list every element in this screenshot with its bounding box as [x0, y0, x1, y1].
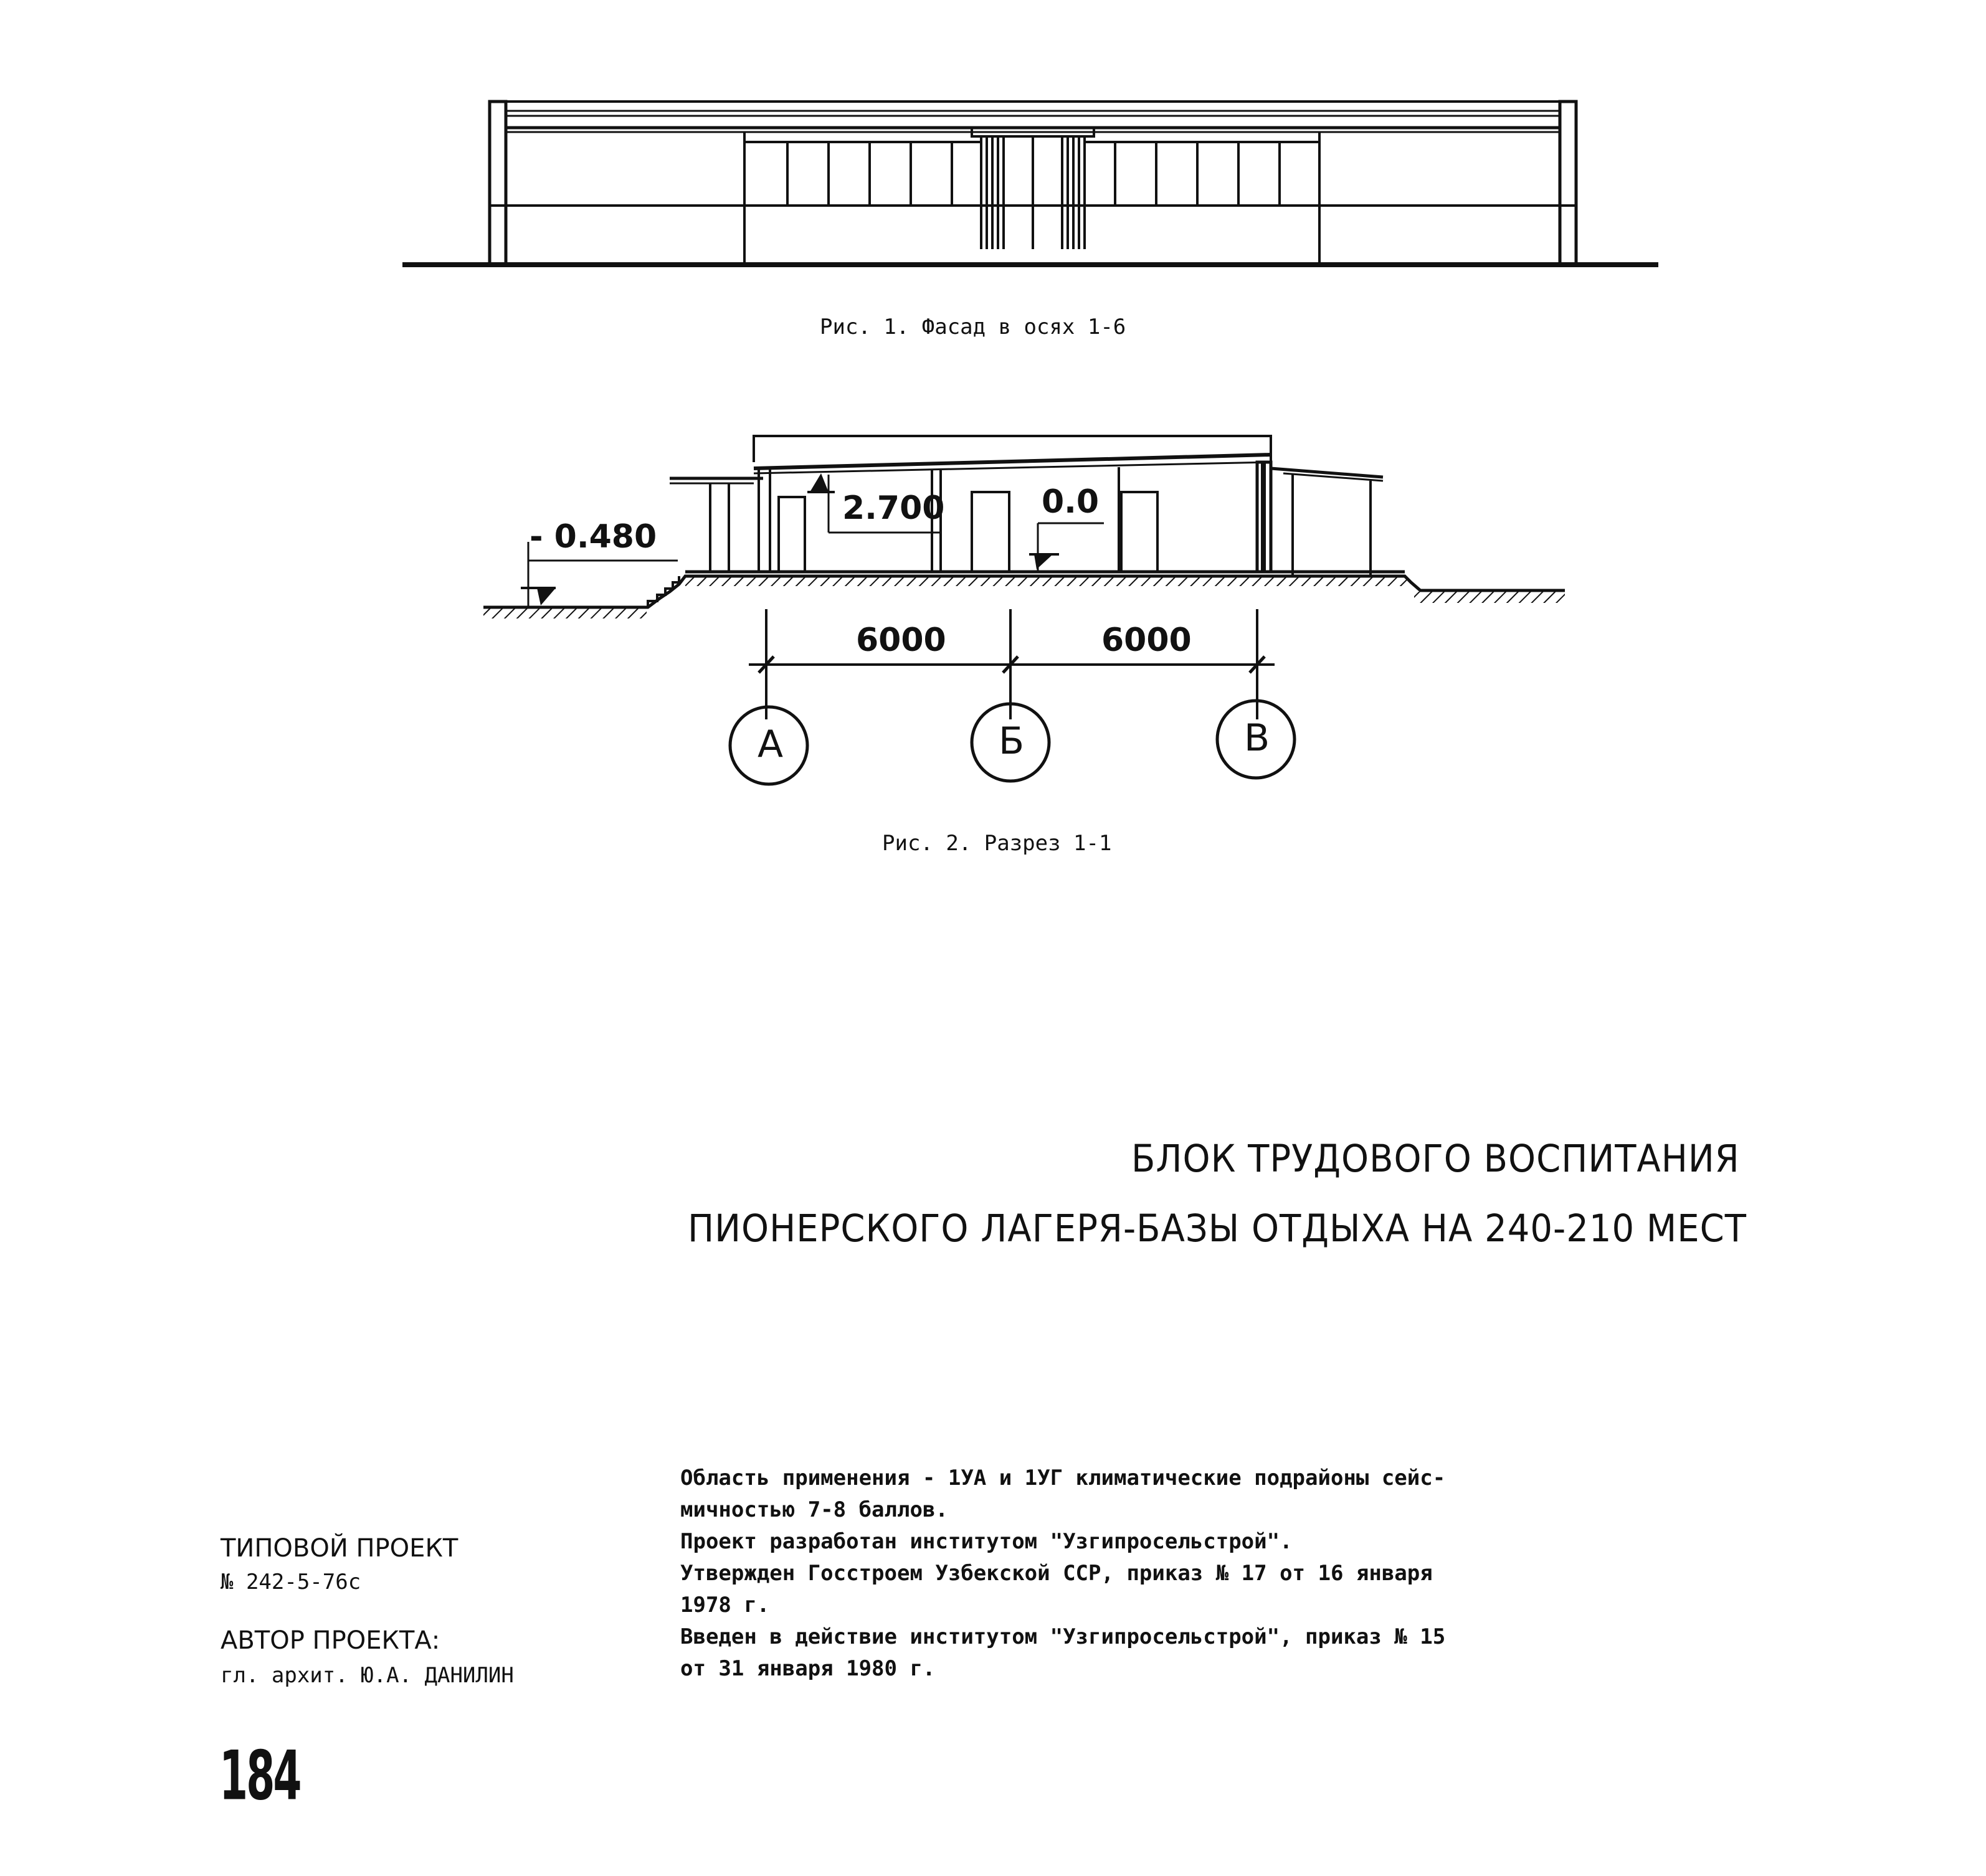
- author-label: АВТОР ПРОЕКТА:: [221, 1626, 440, 1655]
- axis-b-label: Б: [999, 719, 1025, 763]
- title-line-1: БЛОК ТРУДОВОГО ВОСПИТАНИЯ: [1131, 1137, 1740, 1182]
- info-line-2: мичностью 7-8 баллов.: [680, 1497, 948, 1522]
- project-type-label: ТИПОВОЙ ПРОЕКТ: [221, 1534, 458, 1563]
- project-number: № 242-5-76с: [221, 1570, 361, 1594]
- info-line-5: 1978 г.: [680, 1593, 770, 1618]
- elevation-floor-label: 0.0: [1042, 483, 1100, 521]
- info-line-3: Проект разработан институтом "Узгипросельстрой".: [680, 1529, 1293, 1554]
- elevation-ground-label: - 0.480: [530, 518, 657, 556]
- axis-a-label: А: [758, 722, 784, 766]
- dimension-bv-label: 6000: [1101, 622, 1192, 659]
- facade-caption: Рис. 1. Фасад в осях 1-6: [820, 315, 1126, 339]
- elevation-roof-label: 2.700: [842, 490, 945, 527]
- dimension-ab-label: 6000: [856, 622, 946, 659]
- page-number: 184: [219, 1736, 300, 1816]
- info-line-4: Утвержден Госстроем Узбекской ССР, приказ № 17 от 16 января: [680, 1561, 1433, 1586]
- info-line-6: Введен в действие институтом "Узгипросельстрой", приказ № 15: [680, 1624, 1446, 1649]
- project-info-block: [680, 1462, 1565, 1685]
- title-line-2: ПИОНЕРСКОГО ЛАГЕРЯ-БАЗЫ ОТДЫХА НА 240-210 МЕСТ: [688, 1207, 1747, 1251]
- author-name: гл. архит. Ю.А. ДАНИЛИН: [221, 1663, 514, 1688]
- section-caption: Рис. 2. Разрез 1-1: [882, 831, 1112, 856]
- info-line-1: Область применения - 1УА и 1УГ климатические подрайоны сейс-: [680, 1466, 1446, 1490]
- axis-v-label: В: [1244, 716, 1270, 760]
- info-line-7: от 31 января 1980 г.: [680, 1656, 936, 1681]
